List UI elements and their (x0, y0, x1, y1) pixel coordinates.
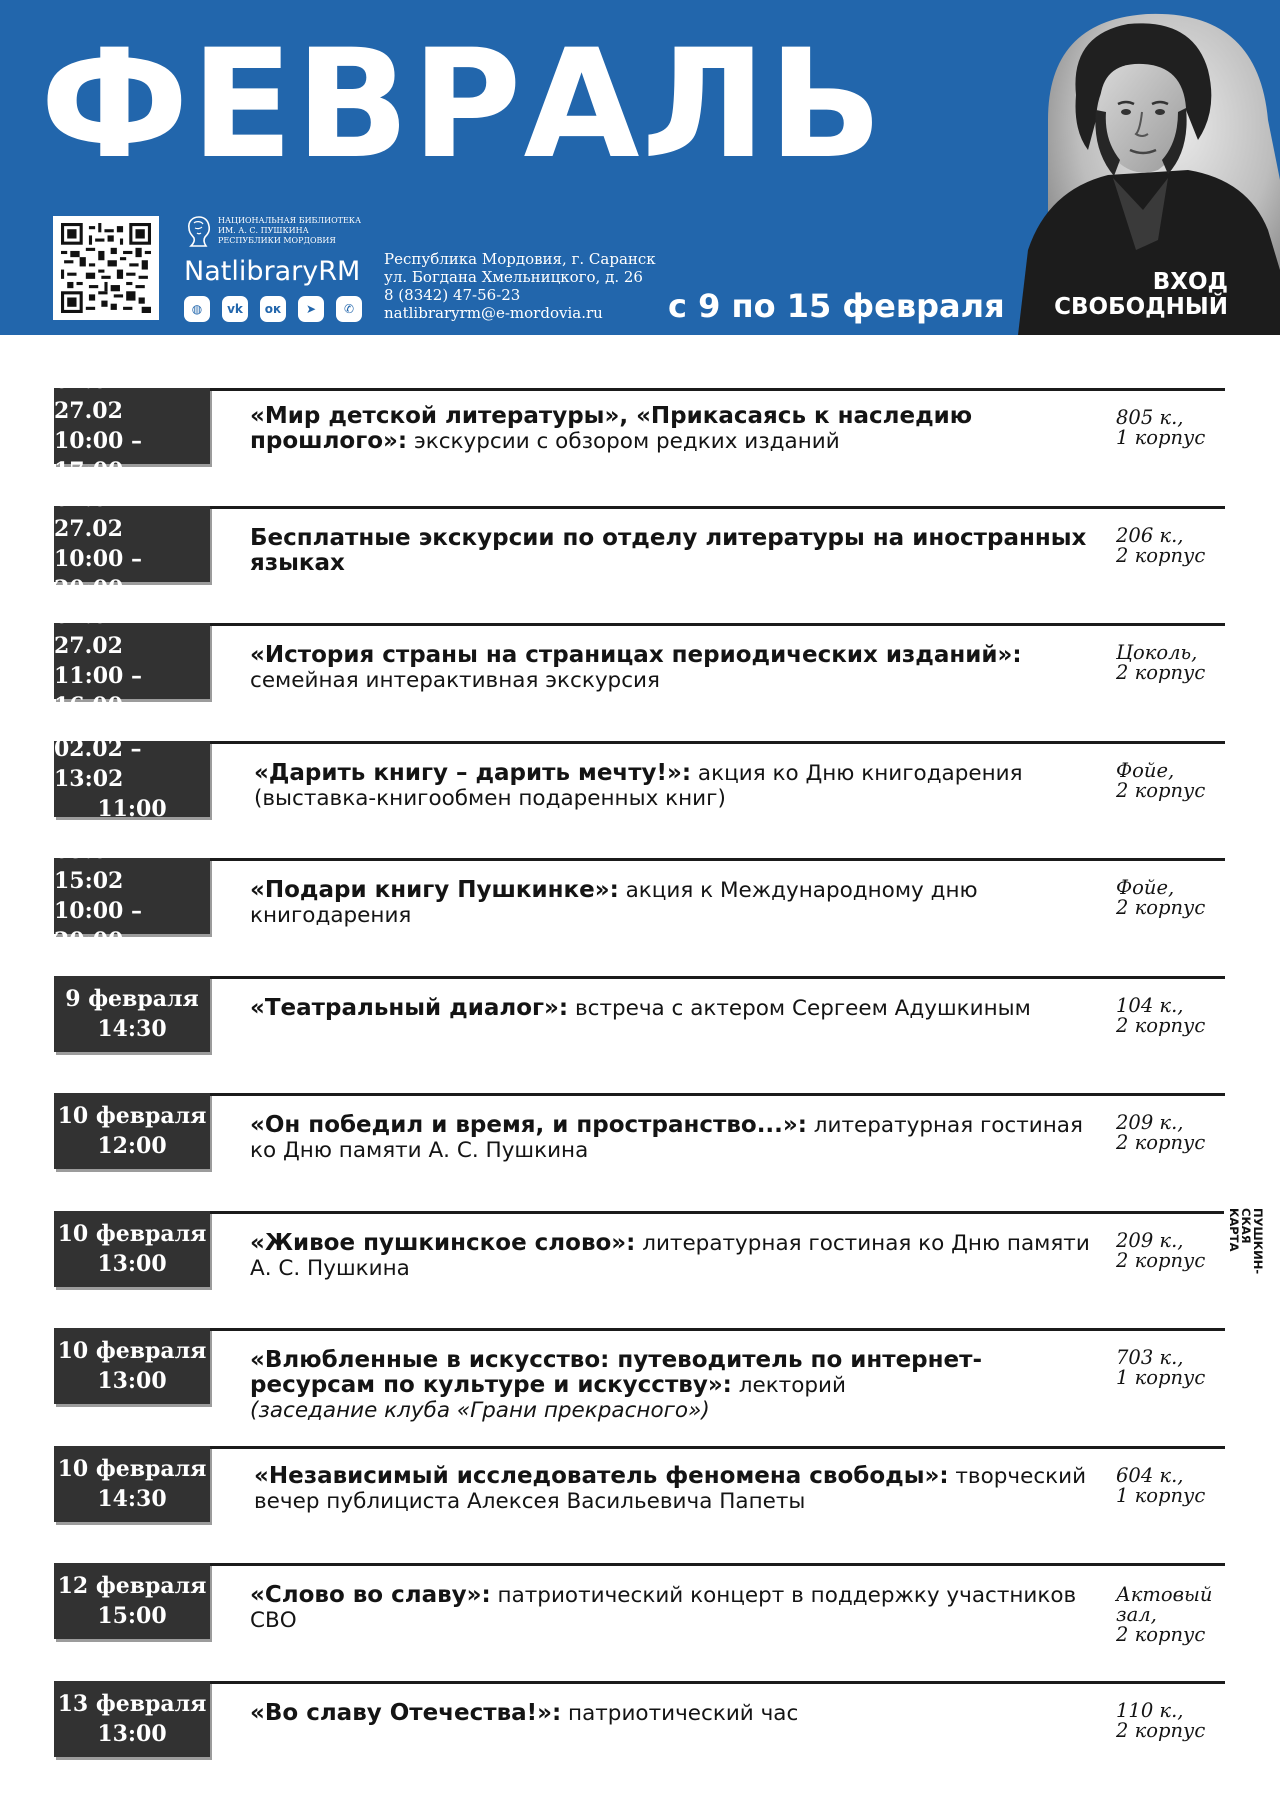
divider (54, 976, 1225, 979)
event-details: патриотический час (561, 1700, 799, 1726)
event-time: 10:00 – 20:00 (54, 545, 143, 602)
free-entry-line: ВХОД (1152, 269, 1228, 295)
event-date-box (54, 1681, 210, 1757)
event-building: 1 корпус (1116, 1483, 1206, 1507)
odnoklassniki-icon[interactable]: ок (260, 296, 286, 322)
event-details: патриотический концерт в поддержку участников СВО (250, 1583, 1077, 1633)
event-room: Актовый (1116, 1583, 1213, 1606)
divider (54, 1563, 1225, 1566)
event-date-box (54, 735, 210, 822)
event-room: Цоколь, (1116, 641, 1198, 664)
library-brand[interactable]: NatlibraryRM (184, 256, 361, 287)
month-title: ФЕВРАЛЬ (40, 18, 885, 192)
divider (54, 1093, 1225, 1096)
event-item (0, 1679, 1280, 1797)
divider (54, 1211, 1225, 1214)
pushkin-card-logo-line: ПУШКИН- (1251, 1208, 1265, 1275)
event-description (250, 996, 1090, 1021)
event-room: Фойе, (1116, 876, 1175, 899)
event-title: «Подари книгу Пушкинке»: (250, 877, 619, 903)
event-building: 1 корпус (1116, 426, 1206, 449)
event-date: 13 февраля (57, 1690, 207, 1717)
event-time: 10:00 – 17:00 (54, 428, 143, 484)
event-details: встреча с актером Сергеем Адушкиным (568, 995, 1031, 1021)
qr-code[interactable] (53, 216, 159, 320)
event-description (250, 1113, 1090, 1163)
event-date: 12 февраля (57, 1573, 207, 1599)
event-building: 2 корпус (1116, 1718, 1206, 1742)
event-time: 13:00 (97, 1368, 167, 1394)
event-title: «Дарить книгу – дарить мечту!»: (254, 759, 692, 786)
divider (54, 506, 1225, 509)
event-time: 15:00 (97, 1603, 167, 1629)
event-date: 10 февраля (57, 1103, 207, 1129)
event-room: 110 к., (1116, 1698, 1184, 1722)
pushkin-card-logo-line: КАРТА (1227, 1208, 1241, 1252)
event-details: акция ко Дню книгодарения (выставка-книгообмен подаренных книг) (254, 760, 1023, 811)
event-description (250, 1583, 1090, 1633)
event-date: 02.02 – 13:02 (54, 735, 142, 792)
library-name-line: РЕСПУБЛИКИ МОРДОВИЯ (218, 236, 336, 245)
event-date-box (54, 976, 210, 1052)
event-description (250, 1701, 1090, 1726)
event-building: 1 корпус (1116, 1366, 1206, 1389)
event-title: «Влюбленные в искусство: путеводитель по интернет-ресурсам по культуре и искусству»: (250, 1347, 983, 1398)
event-item (0, 1326, 1280, 1444)
divider (54, 1681, 1225, 1684)
contact-block (384, 250, 656, 322)
event-date: 10 февраля (57, 1455, 207, 1482)
event-title: «Независимый исследователь феномена свободы»: (254, 1462, 949, 1489)
event-title: «История страны на страницах периодических изданий»: (250, 642, 1022, 668)
event-details: лекторий (731, 1373, 846, 1398)
event-item (0, 1561, 1280, 1679)
free-entry-line: СВОБОДНЫЙ (1054, 294, 1228, 320)
event-date-box (54, 838, 210, 954)
event-location (1116, 1348, 1226, 1388)
event-location (1116, 643, 1226, 683)
divider (54, 623, 1225, 626)
event-date-box (54, 1563, 210, 1639)
event-title: «Он победил и время, и пространство...»: (250, 1112, 807, 1138)
divider (54, 741, 1225, 744)
event-description (250, 526, 1090, 576)
event-time: 11:00 – 16.00 (54, 663, 143, 719)
event-item (0, 1091, 1280, 1209)
event-title: «Слово во славу»: (250, 1582, 491, 1608)
event-date: 02.02 – 27.02 (54, 485, 142, 542)
pushkin-card-logo-text (1228, 1208, 1264, 1316)
event-time: 10:00 – 20:00 (54, 898, 143, 954)
divider (54, 388, 1225, 391)
event-room: 104 к., (1116, 993, 1184, 1017)
pushkin-emblem-icon (184, 214, 214, 248)
event-time: 14:30 (97, 1485, 167, 1512)
contact-address-city: Республика Мордовия, г. Саранск (384, 250, 656, 268)
social-links (184, 296, 362, 322)
event-location (1116, 1463, 1226, 1507)
event-details: творческий вечер публициста Алексея Васильевича Папеты (254, 1463, 1087, 1514)
event-time: 14:30 (97, 1015, 167, 1042)
event-date: 02.02 – 27.02 (54, 603, 142, 659)
event-building: 2 корпус (1116, 1623, 1206, 1646)
event-room: 805 к., (1116, 406, 1184, 429)
qr-code-icon (60, 223, 152, 313)
event-item (0, 1209, 1280, 1327)
event-time: 13:00 (97, 1250, 167, 1277)
event-date: 10 февраля (57, 1338, 207, 1364)
event-details: семейная интерактивная экскурсия (250, 668, 660, 693)
event-date: 09.02 – 15:02 (54, 838, 142, 894)
event-room: 209 к., (1116, 1228, 1184, 1252)
event-date-box (54, 1211, 210, 1287)
event-date: 10 февраля (57, 1220, 207, 1247)
event-room: 703 к., (1116, 1346, 1184, 1369)
event-description (250, 878, 1090, 928)
event-room: 604 к., (1116, 1463, 1184, 1487)
period-label: с 9 по 15 февраля (668, 287, 1005, 325)
event-description (250, 404, 1090, 454)
vk-icon[interactable]: vk (222, 296, 248, 322)
event-building: 2 корпус (1116, 778, 1206, 802)
event-location (1116, 1113, 1226, 1153)
pushkin-card-logo (1224, 1208, 1268, 1316)
event-time: 12:00 (97, 1133, 167, 1159)
contact-email[interactable]: natlibraryrm@e-mordovia.ru (384, 304, 603, 322)
free-entry-label (1054, 270, 1228, 320)
event-date-box (54, 603, 210, 719)
event-title: «Театральный диалог»: (250, 994, 569, 1021)
library-name (218, 216, 368, 246)
event-date-box (54, 485, 210, 602)
globe-icon[interactable]: ◍ (184, 296, 210, 322)
event-location (1116, 408, 1226, 448)
event-location (1116, 1228, 1226, 1272)
header-banner (0, 0, 1280, 335)
divider (54, 858, 1225, 861)
event-building: 2 корпус (1116, 1013, 1206, 1037)
event-note: (заседание клуба «Грани прекрасного») (250, 1398, 710, 1423)
event-item (0, 838, 1280, 974)
event-item (0, 1444, 1280, 1562)
event-building: 2 корпус (1116, 661, 1206, 684)
library-name-line: НАЦИОНАЛЬНАЯ БИБЛИОТЕКА (218, 216, 362, 225)
event-location (1116, 878, 1226, 918)
event-description (250, 1348, 1090, 1423)
event-building: 2 корпус (1116, 1248, 1206, 1272)
event-details: литературная гостиная ко Дню памяти А. С. Пушкина (250, 1230, 1090, 1281)
event-item (0, 603, 1280, 739)
event-time: 11:00 (97, 795, 167, 822)
event-description (254, 761, 1094, 811)
event-building: 2 корпус (1116, 1131, 1206, 1154)
contact-address-street: ул. Богдана Хмельницкого, д. 26 (384, 268, 643, 286)
event-description (250, 1231, 1090, 1281)
event-location (1116, 1585, 1226, 1645)
event-title: Бесплатные экскурсии по отделу литературы на иностранных языках (250, 524, 1087, 576)
event-description (250, 643, 1090, 693)
event-details: экскурсии с обзором редких изданий (407, 429, 840, 454)
event-location (1116, 1698, 1226, 1742)
telegram-icon[interactable]: ➤ (298, 296, 324, 322)
event-date-box (54, 1093, 210, 1169)
event-location (1116, 523, 1226, 567)
event-list (0, 368, 1280, 1796)
event-date: 9 февраля (65, 985, 199, 1012)
event-room: зал, (1116, 1603, 1157, 1626)
event-room: 209 к., (1116, 1111, 1184, 1134)
event-item (0, 974, 1280, 1092)
event-date-box (54, 368, 210, 484)
contact-phone[interactable]: 8 (8342) 47-56-23 (384, 286, 521, 304)
event-title: «Живое пушкинское слово»: (250, 1229, 636, 1256)
event-description (254, 1464, 1094, 1514)
event-building: 2 корпус (1116, 543, 1206, 567)
divider (54, 1446, 1225, 1449)
event-date-box (54, 1446, 210, 1522)
event-details: акция к Международному дню книгодарения (250, 878, 978, 928)
event-location (1116, 758, 1226, 802)
event-date-box (54, 1328, 210, 1404)
event-details: литературная гостиная ко Дню памяти А. С. Пушкина (250, 1113, 1083, 1163)
event-building: 2 корпус (1116, 896, 1206, 919)
event-room: 206 к., (1116, 523, 1184, 547)
event-title: «Во славу Отечества!»: (250, 1699, 562, 1726)
divider (54, 1328, 1225, 1331)
event-title: «Мир детской литературы», «Прикасаясь к наследию прошлого»: (250, 403, 973, 454)
event-date: 02.02 – 27.02 (54, 368, 142, 424)
event-location (1116, 993, 1226, 1037)
library-name-line: ИМ. А. С. ПУШКИНА (218, 226, 309, 235)
viber-icon[interactable]: ✆ (336, 296, 362, 322)
event-room: Фойе, (1116, 758, 1175, 782)
event-time: 13:00 (97, 1720, 167, 1747)
pushkin-card-logo-line: СКАЯ (1239, 1208, 1253, 1244)
